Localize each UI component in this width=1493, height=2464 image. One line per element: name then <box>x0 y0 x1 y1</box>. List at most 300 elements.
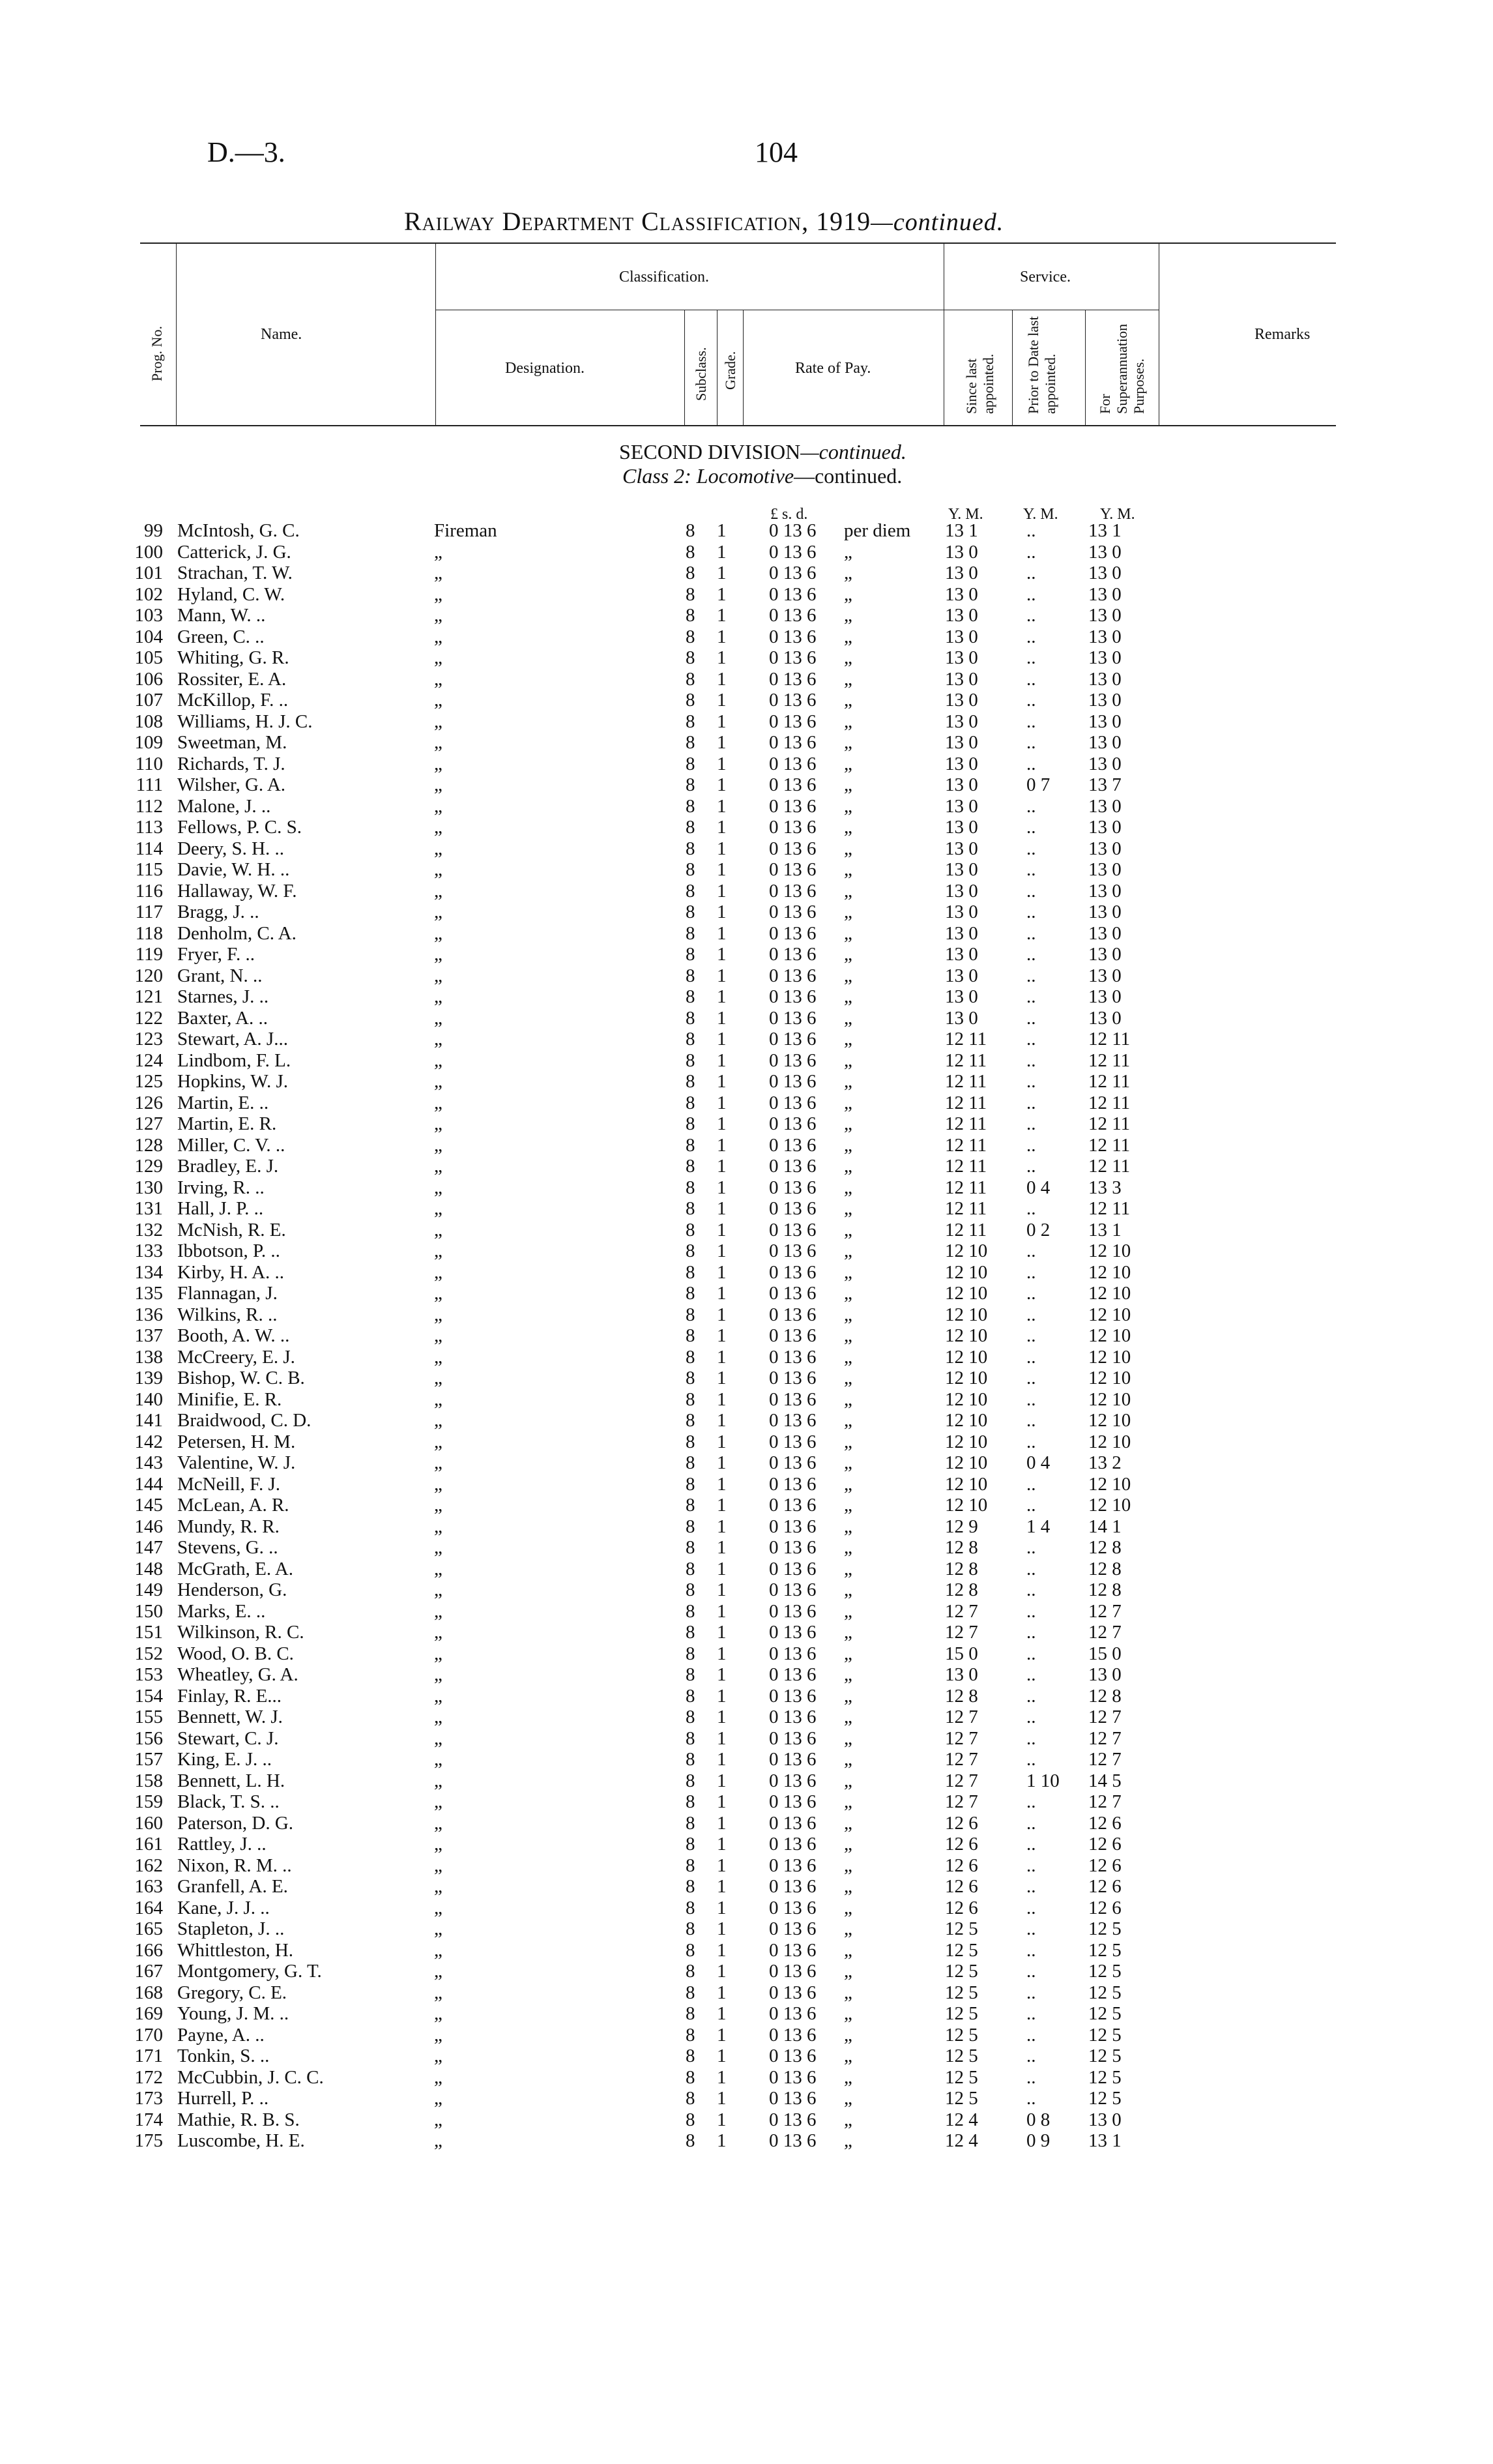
row-name: Henderson, G. <box>177 1579 287 1600</box>
row-pay-basis: „ <box>844 944 852 965</box>
row-prog-no: 120 <box>134 965 163 986</box>
row-prior: .. <box>1026 1156 1036 1177</box>
row-pay-basis: „ <box>844 1600 852 1622</box>
row-pay-basis: „ <box>844 1495 852 1516</box>
row-super: 12 10 <box>1088 1261 1131 1283</box>
table-row <box>0 732 1493 754</box>
row-pay-basis: „ <box>844 1198 852 1219</box>
row-prior: .. <box>1026 668 1036 690</box>
row-prior: .. <box>1026 1495 1036 1516</box>
row-name: Martin, E. R. <box>177 1113 277 1134</box>
row-super: 12 11 <box>1088 1071 1131 1092</box>
row-prior: .. <box>1026 583 1036 605</box>
row-since-last: 12 8 <box>945 1537 978 1558</box>
row-prog-no: 99 <box>144 520 163 541</box>
row-designation: „ <box>434 1643 442 1664</box>
table-row <box>0 1516 1493 1538</box>
row-prior: .. <box>1026 1876 1036 1897</box>
row-name: Granfell, A. E. <box>177 1876 288 1897</box>
row-prior: .. <box>1026 605 1036 626</box>
row-pay: 0 13 6 <box>769 1134 817 1156</box>
row-since-last: 12 7 <box>945 1600 978 1622</box>
row-prior: .. <box>1026 1579 1036 1600</box>
col-divider <box>176 242 177 425</box>
row-pay: 0 13 6 <box>769 1897 817 1918</box>
row-grade: 1 <box>717 922 727 944</box>
row-prior: .. <box>1026 838 1036 859</box>
row-name: Sweetman, M. <box>177 732 287 753</box>
row-grade: 1 <box>717 1007 727 1029</box>
row-prior: .. <box>1026 986 1036 1007</box>
row-super: 12 11 <box>1088 1113 1131 1134</box>
header-for-super: For Superannuation Purposes. <box>1097 323 1147 414</box>
row-super: 13 0 <box>1088 944 1122 965</box>
row-pay-basis: „ <box>844 1092 852 1113</box>
row-subclass: 8 <box>686 986 695 1007</box>
header-rate-of-pay: Rate of Pay. <box>795 360 871 377</box>
row-pay-basis: „ <box>844 795 852 817</box>
row-designation: „ <box>434 1304 442 1325</box>
row-prior: .. <box>1026 1812 1036 1834</box>
row-since-last: 12 5 <box>945 1918 978 1939</box>
table-row <box>0 1177 1493 1199</box>
row-subclass: 8 <box>686 583 695 605</box>
row-name: Malone, J. .. <box>177 795 271 817</box>
row-subclass: 8 <box>686 1770 695 1791</box>
row-designation: „ <box>434 732 442 753</box>
row-pay-basis: „ <box>844 1410 852 1431</box>
table-row <box>0 647 1493 669</box>
row-super: 12 11 <box>1088 1029 1131 1049</box>
row-subclass: 8 <box>686 1346 695 1368</box>
header-top-rule <box>140 242 1336 244</box>
table-row <box>0 1156 1493 1177</box>
row-prior: .. <box>1026 1368 1036 1388</box>
row-pay: 0 13 6 <box>769 1092 817 1113</box>
row-prior: .. <box>1026 1834 1036 1855</box>
row-prior: .. <box>1026 1198 1036 1219</box>
row-pay-basis: „ <box>844 1749 852 1770</box>
row-designation: „ <box>434 1961 442 1982</box>
row-since-last: 12 11 <box>945 1219 987 1240</box>
row-grade: 1 <box>717 2066 727 2088</box>
row-super: 13 3 <box>1088 1177 1122 1198</box>
table-row <box>0 944 1493 965</box>
row-name: Wood, O. B. C. <box>177 1643 294 1664</box>
table-row <box>0 1093 1493 1114</box>
row-pay: 0 13 6 <box>769 1198 817 1219</box>
row-designation: „ <box>434 1664 442 1685</box>
page-number: 104 <box>755 136 798 168</box>
header-subclass: Subclass. <box>693 347 709 401</box>
row-subclass: 8 <box>686 1643 695 1664</box>
row-prog-no: 146 <box>134 1516 163 1537</box>
row-pay: 0 13 6 <box>769 1982 817 2003</box>
row-prog-no: 105 <box>134 647 163 668</box>
row-since-last: 13 0 <box>945 965 978 986</box>
row-pay-basis: „ <box>844 1304 852 1325</box>
row-super: 12 5 <box>1088 2088 1122 2109</box>
row-since-last: 12 5 <box>945 2066 978 2088</box>
row-name: Wheatley, G. A. <box>177 1664 298 1685</box>
row-prior: .. <box>1026 2046 1036 2066</box>
row-name: Lindbom, F. L. <box>177 1049 291 1071</box>
row-designation: „ <box>434 1855 442 1876</box>
row-pay: 0 13 6 <box>769 1855 817 1876</box>
table-row <box>0 2130 1493 2152</box>
row-name: Hopkins, W. J. <box>177 1071 289 1092</box>
row-pay-basis: „ <box>844 1240 852 1261</box>
row-prior: .. <box>1026 1007 1036 1029</box>
row-designation: „ <box>434 1240 442 1261</box>
row-name: Booth, A. W. .. <box>177 1325 290 1346</box>
row-grade: 1 <box>717 1834 727 1855</box>
row-prog-no: 171 <box>134 2046 163 2066</box>
row-subclass: 8 <box>686 1558 695 1579</box>
row-prior: .. <box>1026 1134 1036 1156</box>
row-pay-basis: „ <box>844 1791 852 1812</box>
row-designation: „ <box>434 2066 442 2088</box>
row-super: 13 0 <box>1088 605 1122 626</box>
row-subclass: 8 <box>686 1749 695 1770</box>
row-prior: .. <box>1026 1982 1036 2003</box>
row-grade: 1 <box>717 795 727 817</box>
row-since-last: 12 6 <box>945 1834 978 1855</box>
row-grade: 1 <box>717 1113 727 1134</box>
row-since-last: 13 1 <box>945 520 978 541</box>
table-row <box>0 1601 1493 1622</box>
row-super: 12 11 <box>1088 1049 1131 1071</box>
row-super: 12 7 <box>1088 1791 1122 1812</box>
row-super: 13 0 <box>1088 563 1122 583</box>
row-name: Rossiter, E. A. <box>177 668 287 690</box>
row-prior: .. <box>1026 563 1036 583</box>
table-row <box>0 1749 1493 1770</box>
row-designation: „ <box>434 2088 442 2109</box>
row-pay: 0 13 6 <box>769 1643 817 1664</box>
row-prog-no: 164 <box>134 1897 163 1918</box>
row-grade: 1 <box>717 1452 727 1473</box>
row-pay-basis: „ <box>844 1770 852 1791</box>
row-prog-no: 173 <box>134 2088 163 2109</box>
row-grade: 1 <box>717 1431 727 1452</box>
row-name: McCubbin, J. C. C. <box>177 2066 324 2088</box>
row-grade: 1 <box>717 1770 727 1791</box>
row-super: 13 0 <box>1088 922 1122 944</box>
table-row <box>0 1495 1493 1516</box>
col-divider <box>717 310 718 425</box>
header-designation: Designation. <box>505 360 585 377</box>
row-name: Richards, T. J. <box>177 753 285 774</box>
row-pay: 0 13 6 <box>769 1939 817 1961</box>
row-prog-no: 127 <box>134 1113 163 1134</box>
row-pay-basis: „ <box>844 1071 852 1092</box>
row-pay-basis: „ <box>844 1219 852 1240</box>
row-prior: .. <box>1026 1558 1036 1579</box>
row-subclass: 8 <box>686 1473 695 1495</box>
row-prior: 1 10 <box>1026 1770 1060 1791</box>
row-prog-no: 106 <box>134 668 163 690</box>
col-divider <box>743 310 744 425</box>
table-row <box>0 1622 1493 1643</box>
row-name: Fellows, P. C. S. <box>177 817 302 838</box>
table-row <box>0 2003 1493 2025</box>
row-since-last: 12 8 <box>945 1558 978 1579</box>
row-subclass: 8 <box>686 922 695 944</box>
row-designation: „ <box>434 1156 442 1177</box>
row-subclass: 8 <box>686 817 695 838</box>
row-pay-basis: „ <box>844 1622 852 1643</box>
row-pay: 0 13 6 <box>769 965 817 986</box>
division-name: SECOND DIVISION <box>619 440 801 463</box>
row-grade: 1 <box>717 2046 727 2066</box>
row-prior: .. <box>1026 2066 1036 2088</box>
row-designation: Fireman <box>434 520 497 541</box>
row-pay-basis: „ <box>844 1579 852 1600</box>
row-pay-basis: „ <box>844 1388 852 1410</box>
row-since-last: 12 7 <box>945 1707 978 1727</box>
row-prior: 0 2 <box>1026 1219 1051 1240</box>
row-name: Williams, H. J. C. <box>177 711 313 732</box>
row-prog-no: 119 <box>135 944 163 965</box>
row-pay: 0 13 6 <box>769 2109 817 2130</box>
row-subclass: 8 <box>686 1261 695 1283</box>
row-name: McNeill, F. J. <box>177 1473 280 1495</box>
row-subclass: 8 <box>686 2003 695 2024</box>
row-name: Paterson, D. G. <box>177 1812 294 1834</box>
col-divider <box>1012 310 1013 425</box>
row-grade: 1 <box>717 1876 727 1897</box>
row-subclass: 8 <box>686 1325 695 1346</box>
row-subclass: 8 <box>686 690 695 711</box>
row-designation: „ <box>434 1600 442 1622</box>
row-grade: 1 <box>717 1961 727 1982</box>
page-title <box>404 206 1004 237</box>
row-super: 12 6 <box>1088 1876 1122 1897</box>
row-prior: .. <box>1026 817 1036 838</box>
row-super: 14 1 <box>1088 1516 1122 1537</box>
row-super: 13 7 <box>1088 774 1122 795</box>
row-pay: 0 13 6 <box>769 1346 817 1368</box>
row-prior: .. <box>1026 1897 1036 1918</box>
row-subclass: 8 <box>686 1092 695 1113</box>
row-subclass: 8 <box>686 1812 695 1834</box>
row-super: 12 6 <box>1088 1812 1122 1834</box>
row-prog-no: 109 <box>134 732 163 753</box>
row-prog-no: 100 <box>134 541 163 563</box>
row-name: King, E. J. .. <box>177 1749 272 1770</box>
row-pay-basis: „ <box>844 1134 852 1156</box>
row-grade: 1 <box>717 1156 727 1177</box>
row-prog-no: 124 <box>134 1049 163 1071</box>
row-subclass: 8 <box>686 1579 695 1600</box>
row-grade: 1 <box>717 1727 727 1749</box>
table-row <box>0 1325 1493 1347</box>
row-grade: 1 <box>717 1897 727 1918</box>
row-super: 13 0 <box>1088 732 1122 753</box>
row-super: 12 11 <box>1088 1092 1131 1113</box>
row-name: Wilkinson, R. C. <box>177 1622 304 1643</box>
row-designation: „ <box>434 583 442 605</box>
row-name: Payne, A. .. <box>177 2024 265 2046</box>
row-prior: .. <box>1026 690 1036 711</box>
header-since-last: Since last appointed. <box>963 353 996 414</box>
row-pay: 0 13 6 <box>769 1770 817 1791</box>
row-super: 12 10 <box>1088 1304 1131 1325</box>
row-prog-no: 155 <box>134 1707 163 1727</box>
row-subclass: 8 <box>686 626 695 647</box>
row-grade: 1 <box>717 1134 727 1156</box>
row-pay: 0 13 6 <box>769 520 817 541</box>
row-pay: 0 13 6 <box>769 583 817 605</box>
row-pay-basis: „ <box>844 2130 852 2151</box>
row-grade: 1 <box>717 1304 727 1325</box>
row-pay: 0 13 6 <box>769 1622 817 1643</box>
row-prog-no: 125 <box>134 1071 163 1092</box>
row-prog-no: 172 <box>134 2066 163 2088</box>
row-pay: 0 13 6 <box>769 626 817 647</box>
row-pay: 0 13 6 <box>769 1325 817 1346</box>
table-row <box>0 1918 1493 1940</box>
row-prog-no: 168 <box>134 1982 163 2003</box>
row-name: Bennett, L. H. <box>177 1770 285 1791</box>
row-subclass: 8 <box>686 1707 695 1727</box>
table-row <box>0 817 1493 838</box>
row-super: 13 1 <box>1088 520 1122 541</box>
row-super: 12 10 <box>1088 1495 1131 1516</box>
row-since-last: 13 0 <box>945 944 978 965</box>
row-subclass: 8 <box>686 1961 695 1982</box>
row-prior: .. <box>1026 1537 1036 1558</box>
division-continued: —continued. <box>800 440 906 463</box>
row-pay: 0 13 6 <box>769 795 817 817</box>
table-row <box>0 669 1493 690</box>
table-row <box>0 986 1493 1008</box>
row-pay: 0 13 6 <box>769 711 817 732</box>
row-prior: .. <box>1026 647 1036 668</box>
row-subclass: 8 <box>686 1431 695 1452</box>
row-prior: .. <box>1026 1240 1036 1261</box>
row-since-last: 13 0 <box>945 626 978 647</box>
row-prog-no: 154 <box>134 1685 163 1707</box>
row-prog-no: 116 <box>135 880 163 902</box>
row-super: 13 0 <box>1088 986 1122 1007</box>
row-prog-no: 156 <box>134 1727 163 1749</box>
row-pay: 0 13 6 <box>769 817 817 838</box>
row-name: Marks, E. .. <box>177 1600 266 1622</box>
row-designation: „ <box>434 1622 442 1643</box>
row-pay-basis: per diem <box>844 520 911 541</box>
row-name: Stevens, G. .. <box>177 1537 278 1558</box>
row-name: Flannagan, J. <box>177 1283 278 1304</box>
row-super: 12 10 <box>1088 1388 1131 1410</box>
row-super: 12 6 <box>1088 1897 1122 1918</box>
row-name: Mundy, R. R. <box>177 1516 280 1537</box>
row-subclass: 8 <box>686 1219 695 1240</box>
row-since-last: 13 0 <box>945 605 978 626</box>
row-pay: 0 13 6 <box>769 1240 817 1261</box>
row-grade: 1 <box>717 1346 727 1368</box>
row-pay: 0 13 6 <box>769 1304 817 1325</box>
table-row <box>0 1347 1493 1368</box>
row-since-last: 13 0 <box>945 859 978 880</box>
row-since-last: 12 11 <box>945 1113 987 1134</box>
header-remarks: Remarks <box>1254 326 1311 343</box>
row-since-last: 15 0 <box>945 1643 978 1664</box>
row-subclass: 8 <box>686 711 695 732</box>
row-super: 12 5 <box>1088 1939 1122 1961</box>
row-pay-basis: „ <box>844 711 852 732</box>
row-pay: 0 13 6 <box>769 1219 817 1240</box>
row-name: Bragg, J. .. <box>177 902 259 922</box>
row-prog-no: 174 <box>134 2109 163 2130</box>
row-pay: 0 13 6 <box>769 1113 817 1134</box>
row-prog-no: 169 <box>134 2003 163 2024</box>
row-name: McCreery, E. J. <box>177 1346 295 1368</box>
row-designation: „ <box>434 2109 442 2130</box>
row-designation: „ <box>434 1982 442 2003</box>
row-grade: 1 <box>717 1707 727 1727</box>
row-since-last: 13 0 <box>945 774 978 795</box>
header-grade: Grade. <box>722 351 738 390</box>
row-since-last: 13 0 <box>945 583 978 605</box>
row-grade: 1 <box>717 647 727 668</box>
row-pay: 0 13 6 <box>769 1516 817 1537</box>
row-pay-basis: „ <box>844 732 852 753</box>
row-super: 12 8 <box>1088 1558 1122 1579</box>
table-row <box>0 563 1493 584</box>
row-designation: „ <box>434 1897 442 1918</box>
row-pay-basis: „ <box>844 2066 852 2088</box>
table-row <box>0 1474 1493 1495</box>
row-name: Whittleston, H. <box>177 1939 294 1961</box>
row-super: 12 5 <box>1088 2046 1122 2066</box>
row-prog-no: 161 <box>134 1834 163 1855</box>
row-pay: 0 13 6 <box>769 1834 817 1855</box>
row-name: Ibbotson, P. .. <box>177 1240 280 1261</box>
row-designation: „ <box>434 1749 442 1770</box>
row-prog-no: 139 <box>134 1368 163 1388</box>
row-since-last: 12 6 <box>945 1812 978 1834</box>
row-prior: 0 9 <box>1026 2130 1051 2151</box>
row-prior: .. <box>1026 541 1036 563</box>
row-pay-basis: „ <box>844 2109 852 2130</box>
row-name: Tonkin, S. .. <box>177 2046 270 2066</box>
row-designation: „ <box>434 965 442 986</box>
row-super: 13 0 <box>1088 1007 1122 1029</box>
row-prior: .. <box>1026 1707 1036 1727</box>
row-prog-no: 117 <box>135 902 163 922</box>
row-designation: „ <box>434 1346 442 1368</box>
row-designation: „ <box>434 1876 442 1897</box>
row-designation: „ <box>434 2003 442 2024</box>
row-pay-basis: „ <box>844 880 852 902</box>
row-prog-no: 122 <box>134 1007 163 1029</box>
row-name: Mathie, R. B. S. <box>177 2109 300 2130</box>
row-pay: 0 13 6 <box>769 1410 817 1431</box>
row-designation: „ <box>434 1537 442 1558</box>
row-subclass: 8 <box>686 1388 695 1410</box>
row-grade: 1 <box>717 1049 727 1071</box>
row-pay: 0 13 6 <box>769 1431 817 1452</box>
row-designation: „ <box>434 1812 442 1834</box>
row-grade: 1 <box>717 944 727 965</box>
table-row <box>0 1283 1493 1304</box>
row-since-last: 13 0 <box>945 902 978 922</box>
row-prog-no: 149 <box>134 1579 163 1600</box>
row-subclass: 8 <box>686 1982 695 2003</box>
row-super: 12 6 <box>1088 1855 1122 1876</box>
